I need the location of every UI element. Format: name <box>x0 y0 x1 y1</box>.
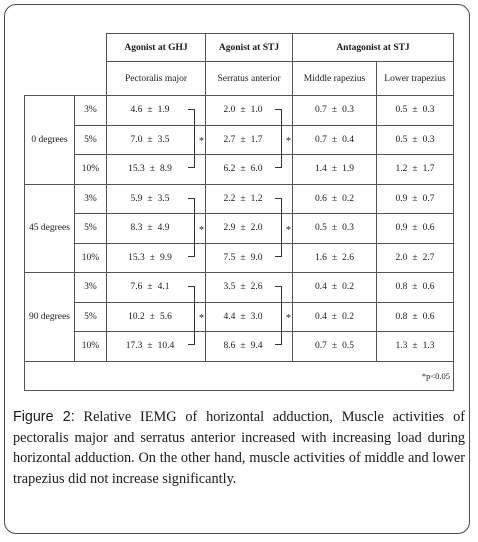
data-row <box>25 155 454 185</box>
mean-value: 8.6 <box>223 341 236 352</box>
value-cell <box>377 302 454 332</box>
sd-value: 5.6 <box>159 311 172 322</box>
value-cell <box>293 214 377 244</box>
mean-value: 1.4 <box>315 164 327 175</box>
muscle-header-middle-trapezius: Middle rapezius <box>293 62 377 96</box>
sd-value: 9.0 <box>250 252 263 263</box>
mean-value: 0.7 <box>315 134 327 145</box>
value-cell <box>377 125 454 155</box>
value-cell <box>293 332 377 362</box>
sd-value: 0.3 <box>342 223 354 234</box>
mean-value: 2.7 <box>223 134 236 145</box>
plus-minus-symbol: ± <box>412 252 418 263</box>
load-label: 5% <box>75 214 107 244</box>
mean-value: 7.0 <box>130 134 143 145</box>
significance-star: * <box>199 313 204 324</box>
data-row <box>25 184 454 214</box>
plus-minus-symbol: ± <box>147 134 153 145</box>
sd-value: 9.4 <box>250 341 263 352</box>
plus-minus-symbol: ± <box>149 252 155 263</box>
sd-value: 2.6 <box>342 252 354 263</box>
load-label: 3% <box>75 96 107 126</box>
iemg-table <box>24 33 454 391</box>
value-cell <box>206 125 293 155</box>
plus-minus-symbol: ± <box>412 164 418 175</box>
value-cell <box>377 332 454 362</box>
plus-minus-symbol: ± <box>331 282 338 293</box>
mean-value: 0.5 <box>315 223 327 234</box>
significance-star: * <box>286 224 291 236</box>
load-label: 3% <box>75 184 107 214</box>
sd-value: 6.0 <box>250 164 263 175</box>
condition-label: 90 degrees <box>25 273 75 362</box>
sd-value: 1.7 <box>250 134 263 145</box>
value-cell <box>107 302 206 332</box>
plus-minus-symbol: ± <box>331 193 338 204</box>
muscle-header-serratus: Serratus anterior <box>206 62 293 96</box>
mean-value: 0.4 <box>315 282 327 293</box>
mean-value: 4.6 <box>130 105 143 116</box>
plus-minus-symbol: ± <box>412 105 418 116</box>
plus-minus-symbol: ± <box>147 282 153 293</box>
plus-minus-symbol: ± <box>240 134 246 145</box>
mean-value: 2.9 <box>223 223 236 234</box>
sd-value: 0.4 <box>342 134 354 145</box>
mean-value: 7.5 <box>223 252 236 263</box>
data-row <box>25 125 454 155</box>
significance-note: *p<0.05 <box>25 361 454 390</box>
value-cell <box>107 243 206 273</box>
group-header-stj-agonist: Agonist at STJ <box>206 34 293 62</box>
mean-value: 15.3 <box>128 252 145 263</box>
plus-minus-symbol: ± <box>240 105 246 116</box>
mean-value: 0.5 <box>395 134 408 145</box>
value-cell <box>107 332 206 362</box>
mean-value: 5.9 <box>130 193 143 204</box>
plus-minus-symbol: ± <box>331 105 338 116</box>
figure-caption <box>13 407 465 489</box>
sd-value: 3.5 <box>157 193 170 204</box>
mean-value: 8.3 <box>130 223 143 234</box>
plus-minus-symbol: ± <box>240 193 246 204</box>
mean-value: 0.8 <box>395 311 408 322</box>
sd-value: 1.2 <box>250 193 263 204</box>
value-cell <box>377 243 454 273</box>
plus-minus-symbol: ± <box>331 134 338 145</box>
caption-label: Figure 2: <box>13 409 75 425</box>
plus-minus-symbol: ± <box>240 164 246 175</box>
sd-value: 0.2 <box>342 282 354 293</box>
group-header-ghj: Agonist at GHJ <box>107 34 206 62</box>
sd-value: 0.6 <box>422 282 435 293</box>
sd-value: 0.5 <box>342 341 354 352</box>
sd-value: 1.3 <box>422 341 435 352</box>
sd-value: 0.6 <box>422 311 435 322</box>
muscle-header-lower-trapezius: Lower trapezius <box>377 62 454 96</box>
value-cell <box>293 273 377 303</box>
plus-minus-symbol: ± <box>331 223 338 234</box>
significance-star: * <box>286 313 291 324</box>
plus-minus-symbol: ± <box>147 341 153 352</box>
condition-label: 45 degrees <box>25 184 75 273</box>
plus-minus-symbol: ± <box>240 341 246 352</box>
plus-minus-symbol: ± <box>240 223 246 234</box>
value-cell <box>206 243 293 273</box>
plus-minus-symbol: ± <box>240 282 246 293</box>
mean-value: 1.2 <box>395 164 408 175</box>
value-cell <box>377 214 454 244</box>
significance-star: * <box>199 136 204 147</box>
value-cell <box>293 155 377 185</box>
sd-value: 4.1 <box>157 282 170 293</box>
plus-minus-symbol: ± <box>331 311 338 322</box>
sd-value: 0.2 <box>342 193 354 204</box>
muscle-header-pectoralis: Pectoralis major <box>107 62 206 96</box>
sd-value: 1.7 <box>422 164 435 175</box>
sd-value: 9.9 <box>159 252 172 263</box>
value-cell <box>293 302 377 332</box>
data-row <box>25 214 454 244</box>
sd-value: 2.6 <box>250 282 263 293</box>
mean-value: 4.4 <box>223 311 236 322</box>
mean-value: 7.6 <box>130 282 143 293</box>
sd-value: 0.3 <box>422 134 435 145</box>
header-row-groups <box>25 34 454 62</box>
load-label: 5% <box>75 302 107 332</box>
mean-value: 10.2 <box>128 311 145 322</box>
mean-value: 0.5 <box>395 105 408 116</box>
load-label: 10% <box>75 243 107 273</box>
sd-value: 4.9 <box>157 223 170 234</box>
mean-value: 6.2 <box>223 164 236 175</box>
iemg-table-container <box>24 33 453 391</box>
sd-value: 1.0 <box>250 105 263 116</box>
sd-value: 0.6 <box>422 223 435 234</box>
plus-minus-symbol: ± <box>412 193 418 204</box>
group-header-stj-antagonist: Antagonist at STJ <box>293 34 454 62</box>
data-row <box>25 96 454 126</box>
sd-value: 0.3 <box>342 105 354 116</box>
significance-star: * <box>286 136 291 147</box>
mean-value: 0.7 <box>315 105 327 116</box>
value-cell <box>293 184 377 214</box>
data-row <box>25 273 454 303</box>
mean-value: 1.6 <box>315 252 327 263</box>
mean-value: 0.7 <box>315 341 327 352</box>
value-cell <box>293 96 377 126</box>
mean-value: 2.0 <box>395 252 408 263</box>
sd-value: 1.9 <box>342 164 354 175</box>
mean-value: 0.9 <box>395 223 408 234</box>
plus-minus-symbol: ± <box>331 252 338 263</box>
footnote-row <box>25 361 454 390</box>
value-cell <box>293 125 377 155</box>
plus-minus-symbol: ± <box>412 341 418 352</box>
plus-minus-symbol: ± <box>149 164 155 175</box>
value-cell <box>377 155 454 185</box>
plus-minus-symbol: ± <box>412 223 418 234</box>
mean-value: 1.3 <box>395 341 408 352</box>
plus-minus-symbol: ± <box>240 252 246 263</box>
data-row <box>25 332 454 362</box>
value-cell <box>206 155 293 185</box>
mean-value: 2.2 <box>223 193 236 204</box>
value-cell <box>206 302 293 332</box>
condition-label: 0 degrees <box>25 96 75 185</box>
value-cell <box>107 125 206 155</box>
plus-minus-symbol: ± <box>412 134 418 145</box>
load-label: 10% <box>75 155 107 185</box>
significance-star: * <box>199 224 204 236</box>
plus-minus-symbol: ± <box>331 164 338 175</box>
value-cell <box>107 155 206 185</box>
data-row <box>25 243 454 273</box>
value-cell <box>206 214 293 244</box>
sd-value: 0.7 <box>422 193 435 204</box>
sd-value: 0.2 <box>342 311 354 322</box>
sd-value: 10.4 <box>157 341 175 352</box>
value-cell <box>377 184 454 214</box>
caption-text: Relative IEMG of horizontal adduction, Muscle activities of pectoralis major and serratus anterior increased with increasing load during horizontal adduction. On the other hand, muscle activities of middle and lower trapezius did not increase significantly. <box>13 409 465 487</box>
sd-value: 2.7 <box>422 252 435 263</box>
plus-minus-symbol: ± <box>147 193 153 204</box>
plus-minus-symbol: ± <box>149 311 155 322</box>
mean-value: 3.5 <box>223 282 236 293</box>
value-cell <box>293 243 377 273</box>
plus-minus-symbol: ± <box>412 311 418 322</box>
sd-value: 3.5 <box>157 134 170 145</box>
sd-value: 1.9 <box>157 105 170 116</box>
value-cell <box>377 96 454 126</box>
mean-value: 0.4 <box>315 311 327 322</box>
mean-value: 2.0 <box>223 105 236 116</box>
mean-value: 0.9 <box>395 193 408 204</box>
plus-minus-symbol: ± <box>147 105 153 116</box>
sd-value: 8.9 <box>159 164 172 175</box>
plus-minus-symbol: ± <box>147 223 153 234</box>
sd-value: 3.0 <box>250 311 263 322</box>
mean-value: 15.3 <box>128 164 145 175</box>
sd-value: 0.3 <box>422 105 435 116</box>
plus-minus-symbol: ± <box>412 282 418 293</box>
value-cell <box>377 273 454 303</box>
sd-value: 2.0 <box>250 223 263 234</box>
load-label: 3% <box>75 273 107 303</box>
header-corner <box>25 34 107 96</box>
plus-minus-symbol: ± <box>331 341 338 352</box>
load-label: 5% <box>75 125 107 155</box>
load-label: 10% <box>75 332 107 362</box>
value-cell <box>107 214 206 244</box>
mean-value: 0.8 <box>395 282 408 293</box>
mean-value: 0.6 <box>315 193 327 204</box>
value-cell <box>206 332 293 362</box>
data-row <box>25 302 454 332</box>
plus-minus-symbol: ± <box>240 311 246 322</box>
mean-value: 17.3 <box>125 341 143 352</box>
